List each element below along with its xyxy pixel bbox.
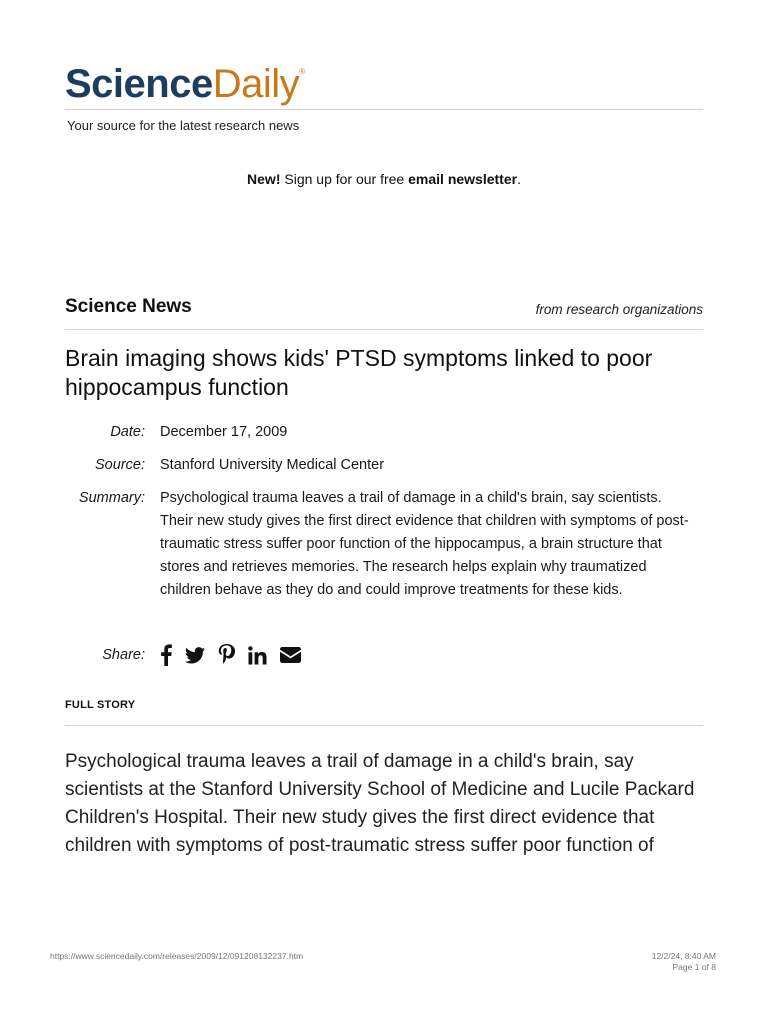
newsletter-suffix: . — [517, 171, 521, 187]
full-story-label: FULL STORY — [65, 699, 136, 711]
footer-meta — [652, 951, 716, 973]
share-icon-group — [160, 644, 301, 666]
source-value: Stanford University Medical Center — [160, 457, 385, 473]
newsletter-promo — [65, 171, 703, 187]
newsletter-text: Sign up for our free — [280, 171, 409, 187]
sciencedaily-logo[interactable] — [65, 64, 305, 104]
email-icon[interactable] — [280, 647, 301, 663]
logo-science: Science — [65, 62, 213, 106]
section-subtitle: from research organizations — [535, 302, 703, 317]
site-tagline: Your source for the latest research news — [67, 118, 300, 133]
pinterest-icon[interactable] — [218, 644, 235, 666]
footer-url: https://www.sciencedaily.com/releases/2009/12/091208132237.htm — [50, 951, 304, 961]
footer-page-number: Page 1 of 8 — [672, 962, 716, 972]
registered-mark: ® — [299, 67, 305, 76]
share-label: Share: — [102, 647, 145, 663]
article-headline: Brain imaging shows kids' PTSD symptoms linked to poor hippocampus function — [65, 345, 653, 400]
summary-text: Psychological trauma leaves a trail of damage in a child's brain, say scientists. Their new study gives the first direct evidence that children with symptoms of post-traumatic stress suffer poor function of the hippocampus, a brain structure that stores and retrieves memories. The research helps explain why traumatized children behave as they do and could improve treatments for these kids. — [160, 490, 689, 598]
footer-datetime: 12/2/24, 8:40 AM — [651, 951, 716, 961]
section-divider — [65, 329, 703, 330]
summary-label: Summary: — [78, 490, 145, 506]
facebook-icon[interactable] — [160, 644, 172, 666]
newsletter-link[interactable]: email newsletter — [408, 171, 518, 187]
date-label: Date: — [110, 424, 145, 440]
linkedin-icon[interactable] — [248, 646, 267, 665]
twitter-icon[interactable] — [185, 647, 205, 664]
section-title[interactable]: Science News — [65, 296, 192, 317]
story-body: Psychological trauma leaves a trail of damage in a child's brain, say scientists at the Stanford University School of Medicine and Lucile Packard Children's Hospital. Their new study gives the first direct evidence that children with symptoms of post-traumatic stress suffer poor function of — [65, 751, 695, 856]
share-row — [65, 644, 703, 670]
newsletter-new-label: New! — [247, 171, 281, 187]
story-divider — [65, 725, 703, 726]
date-value: December 17, 2009 — [160, 424, 288, 440]
logo-daily: Daily — [212, 62, 300, 106]
source-label: Source: — [95, 457, 145, 473]
header-divider — [65, 109, 703, 110]
